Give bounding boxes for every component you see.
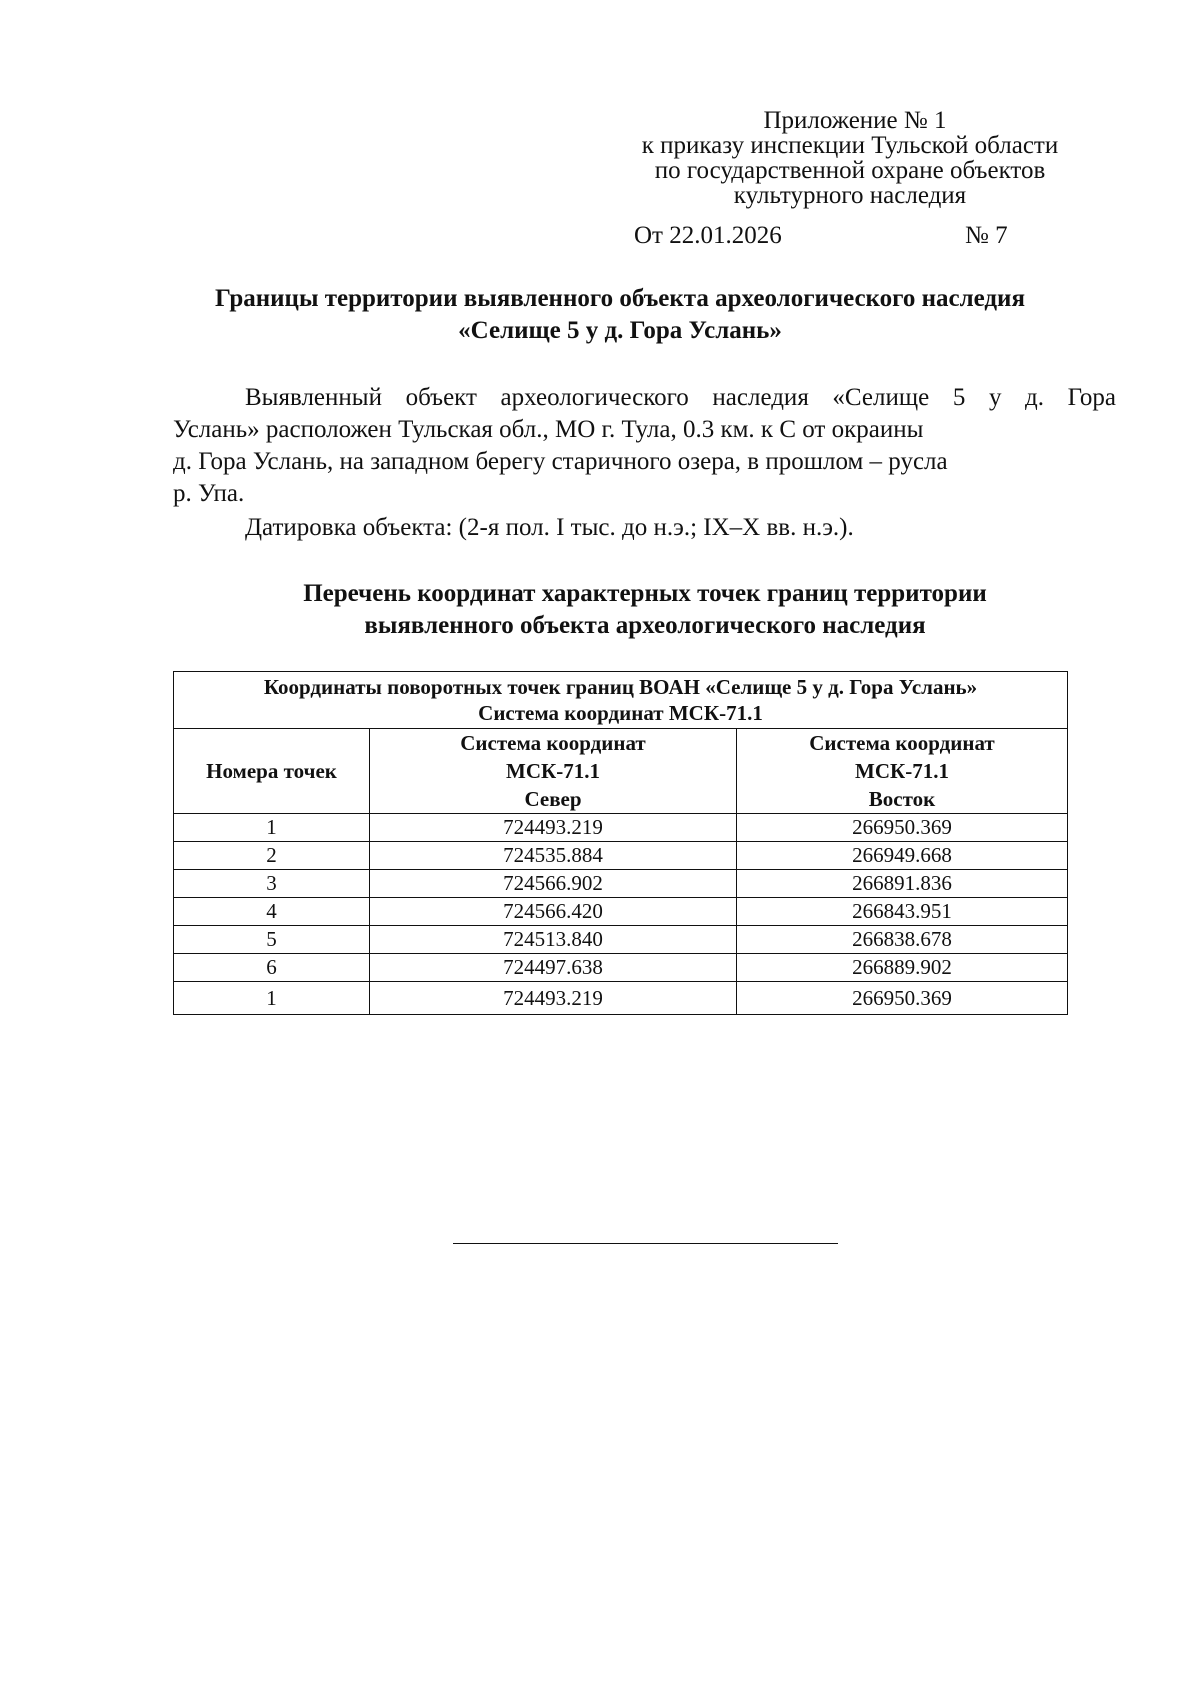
east-coordinate-cell: 266838.678 [737, 926, 1068, 954]
dating-paragraph: Датировка объекта: (2-я пол. I тыс. до н.э.; IX–X вв. н.э.). [245, 514, 854, 541]
point-number-cell: 1 [174, 814, 370, 842]
point-number-cell: 1 [174, 982, 370, 1015]
appendix-order-ref: к приказу инспекции Тульской области [641, 132, 1059, 159]
order-date: От 22.01.2026 [634, 222, 782, 249]
table-row [174, 870, 1068, 898]
description-line-4: р. Упа. [173, 480, 245, 507]
subtitle-line-1: Перечень координат характерных точек границ территории [303, 580, 987, 607]
table-caption [174, 672, 1068, 729]
appendix-heritage: культурного наследия [733, 182, 967, 209]
east-coordinate-cell: 266949.668 [737, 842, 1068, 870]
coordinates-table [173, 671, 1068, 1015]
table-caption-line-2: Система координат МСК-71.1 [478, 701, 763, 725]
point-number-cell: 3 [174, 870, 370, 898]
table-row [174, 814, 1068, 842]
coordinates-subtitle [210, 578, 1080, 642]
north-coordinate-cell: 724535.884 [370, 842, 737, 870]
header-point-numbers: Номера точек [174, 729, 370, 814]
appendix-block [600, 108, 1100, 208]
north-coordinate-cell: 724493.219 [370, 814, 737, 842]
header-north-line-2: МСК-71.1 [506, 759, 600, 783]
coordinates-table-body [174, 814, 1068, 1015]
table-row [174, 842, 1068, 870]
title-line-1: Границы территории выявленного объекта археологического наследия [215, 285, 1025, 312]
north-coordinate-cell: 724493.219 [370, 982, 737, 1015]
subtitle-line-2: выявленного объекта археологического наследия [364, 612, 926, 639]
point-number-cell: 5 [174, 926, 370, 954]
north-coordinate-cell: 724497.638 [370, 954, 737, 982]
table-caption-line-1: Координаты поворотных точек границ ВОАН «Селище 5 у д. Гора Услань» [263, 675, 978, 699]
description-line-3: д. Гора Услань, на западном берегу старичного озера, в прошлом – русла [173, 448, 948, 475]
separator-line [453, 1243, 838, 1244]
description-line-1: Выявленный объект археологического наследия «Селище 5 у д. Гора [245, 384, 1116, 411]
header-east-line-2: МСК-71.1 [855, 759, 949, 783]
north-coordinate-cell: 724513.840 [370, 926, 737, 954]
header-east [737, 729, 1068, 814]
document-title [160, 283, 1080, 347]
table-row [174, 982, 1068, 1015]
appendix-number: Приложение № 1 [763, 107, 947, 134]
description-line-2: Услань» расположен Тульская обл., МО г. Тула, 0.3 км. к С от окраины [173, 416, 924, 443]
order-number: № 7 [965, 222, 1008, 249]
north-coordinate-cell: 724566.420 [370, 898, 737, 926]
east-coordinate-cell: 266950.369 [737, 814, 1068, 842]
table-row [174, 954, 1068, 982]
header-east-line-3: Восток [868, 787, 936, 811]
north-coordinate-cell: 724566.902 [370, 870, 737, 898]
appendix-authority: по государственной охране объектов [654, 157, 1046, 184]
header-north-line-3: Север [524, 787, 582, 811]
east-coordinate-cell: 266889.902 [737, 954, 1068, 982]
header-east-line-1: Система координат [809, 731, 995, 755]
title-line-2: «Селище 5 у д. Гора Услань» [458, 317, 782, 344]
point-number-cell: 6 [174, 954, 370, 982]
header-north [370, 729, 737, 814]
table-row [174, 898, 1068, 926]
description-paragraph [173, 382, 1116, 510]
point-number-cell: 4 [174, 898, 370, 926]
east-coordinate-cell: 266891.836 [737, 870, 1068, 898]
header-north-line-1: Система координат [460, 731, 646, 755]
table-row [174, 926, 1068, 954]
point-number-cell: 2 [174, 842, 370, 870]
east-coordinate-cell: 266843.951 [737, 898, 1068, 926]
east-coordinate-cell: 266950.369 [737, 982, 1068, 1015]
